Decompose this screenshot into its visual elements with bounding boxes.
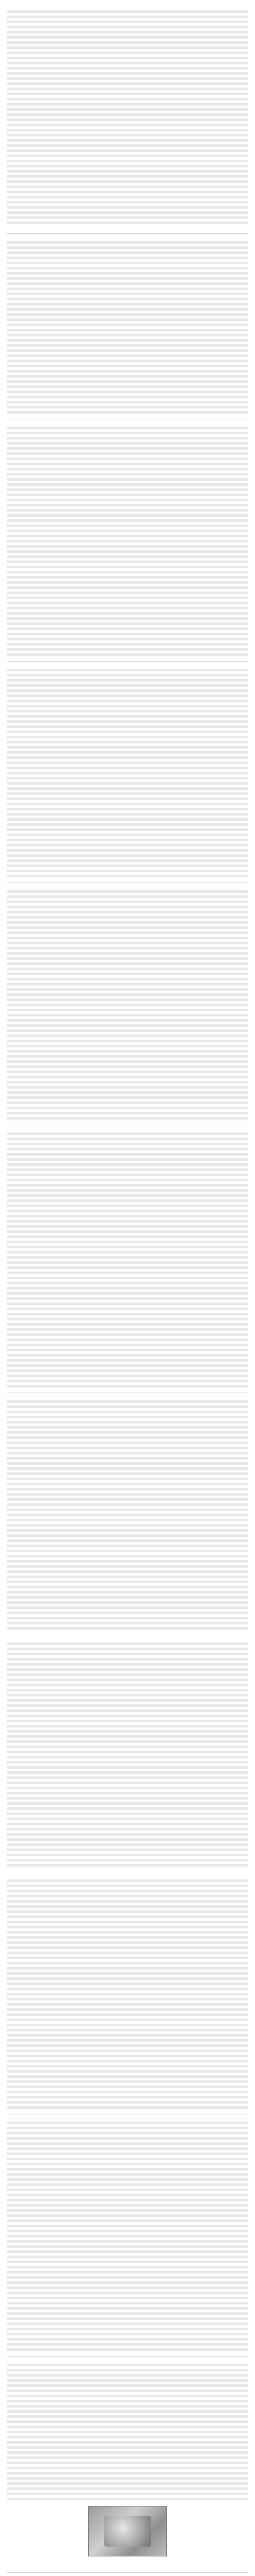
section-text <box>7 1874 248 1879</box>
section-text <box>7 1127 248 1132</box>
section-text <box>7 664 248 669</box>
text-placeholder <box>7 890 248 1120</box>
passage-section <box>7 883 248 1125</box>
text-placeholder <box>7 1879 248 2109</box>
passage-with-photo-section <box>7 2357 248 2573</box>
question-section <box>7 419 248 662</box>
passage-section <box>7 234 248 419</box>
photo-caption <box>7 2558 248 2564</box>
section-text <box>7 885 248 890</box>
text-placeholder <box>7 2364 248 2503</box>
photo-subject <box>104 2516 151 2547</box>
passage-section <box>7 2114 248 2357</box>
intro-passage-section <box>7 3 248 234</box>
passage-photo <box>88 2506 167 2556</box>
question-section <box>7 1872 248 2114</box>
section-text <box>7 1395 248 1400</box>
passage-section <box>7 662 248 883</box>
question-section <box>7 1393 248 1635</box>
text-placeholder <box>7 1642 248 1867</box>
text-placeholder <box>7 427 248 656</box>
section-text <box>7 421 248 427</box>
section-text <box>7 236 248 241</box>
text-placeholder <box>7 669 248 878</box>
text-placeholder <box>7 241 248 414</box>
section-text <box>7 2359 248 2364</box>
section-text <box>7 5 248 10</box>
text-placeholder <box>7 2122 248 2351</box>
final-question-section <box>7 2573 248 2576</box>
text-placeholder <box>7 1132 248 1388</box>
text-placeholder <box>7 10 248 227</box>
section-text <box>7 1637 248 1642</box>
section-text <box>7 2116 248 2122</box>
text-placeholder <box>7 1400 248 1630</box>
passage-section <box>7 1125 248 1393</box>
passage-section <box>7 1635 248 1872</box>
